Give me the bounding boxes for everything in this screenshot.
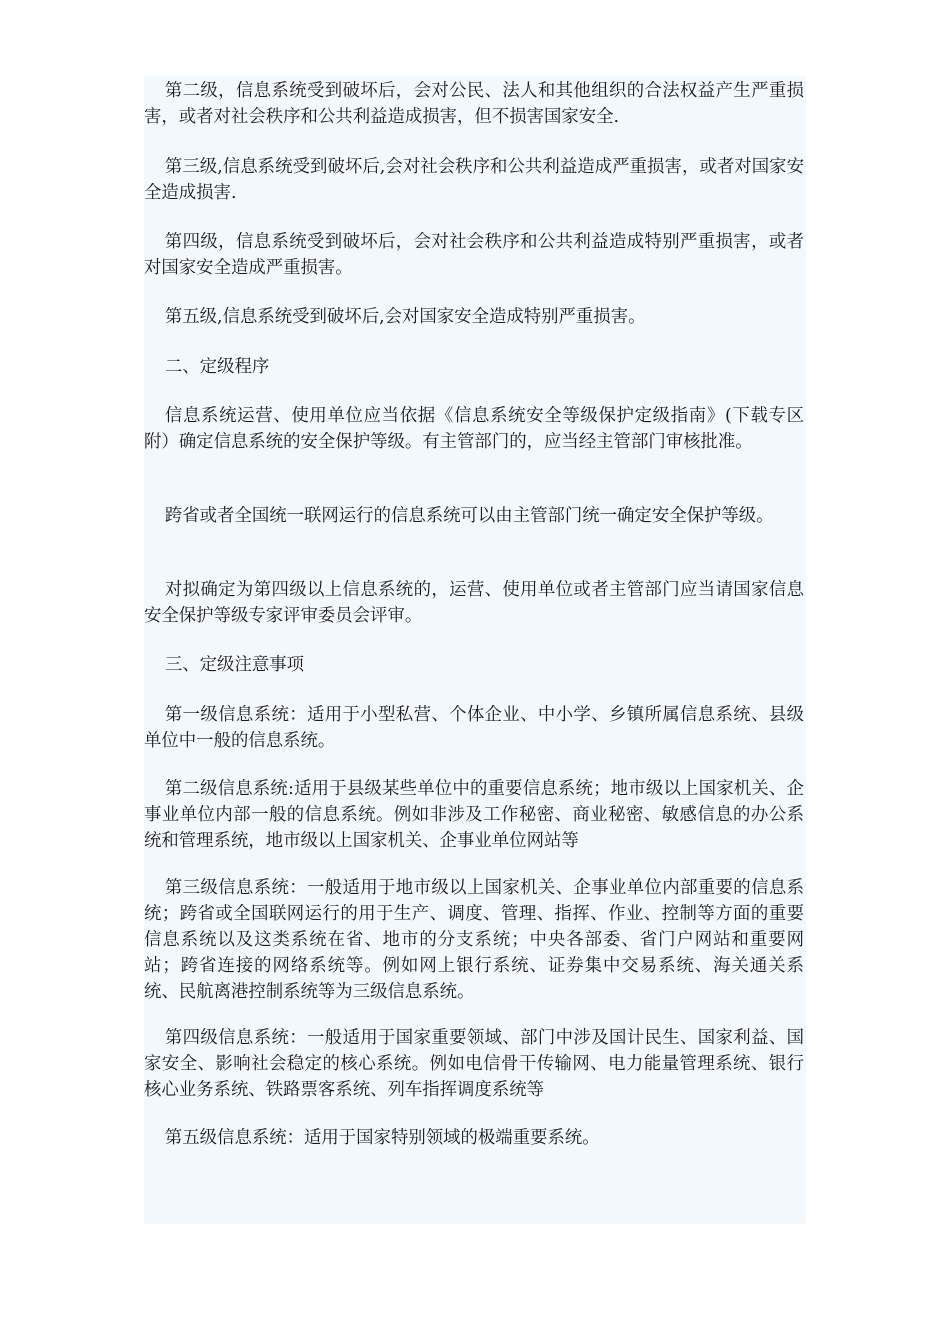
paragraph-level-1-system: 第一级信息系统：适用于小型私营、个体企业、中小学、乡镇所属信息系统、县级单位中一般的信息系统。 [144, 705, 804, 751]
section-heading-grading-notes: 三、定级注意事项 [164, 655, 305, 675]
paragraph-level-3: 第三级,信息系统受到破坏后,会对社会秩序和公共利益造成严重损害，或者对国家安全造成损害. [144, 157, 804, 203]
paragraph-cross-province: 跨省或者全国统一联网运行的信息系统可以由主管部门统一确定安全保护等级。 [164, 506, 774, 526]
paragraph-level-2: 第二级，信息系统受到破坏后，会对公民、法人和其他组织的合法权益产生严重损害，或者对社会秩序和公共利益造成损害，但不损害国家安全. [144, 81, 804, 127]
section-heading-grading-procedure: 二、定级程序 [164, 357, 270, 377]
paragraph-level-3-system: 第三级信息系统：一般适用于地市级以上国家机关、企事业单位内部重要的信息系统；跨省或全国联网运行的用于生产、调度、管理、指挥、作业、控制等方面的重要信息系统以及这类系统在省、地市的分支系统；中央各部委、省门户网站和重要网站；跨省连接的网络系统等。例如网上银行系统、证券集中交易系统、海关通关系统、民航离港控制系统等为三级信息系统。 [144, 878, 804, 1002]
paragraph-level-4-system: 第四级信息系统：一般适用于国家重要领域、部门中涉及国计民生、国家利益、国家安全、影响社会稳定的核心系统。例如电信骨干传输网、电力能量管理系统、银行核心业务系统、铁路票客系统、列车指挥调度系统等 [144, 1028, 804, 1100]
paragraph-level-5-system: 第五级信息系统：适用于国家特别领域的极端重要系统。 [164, 1128, 600, 1148]
paragraph-level-5: 第五级,信息系统受到破坏后,会对国家安全造成特别严重损害。 [164, 307, 646, 327]
document-body [144, 76, 806, 1224]
paragraph-procedure-basis: 信息系统运营、使用单位应当依据《信息系统安全等级保护定级指南》(下载专区附）确定信息系统的安全保护等级。有主管部门的，应当经主管部门审核批准。 [144, 406, 804, 452]
paragraph-level-2-system: 第二级信息系统:适用于县级某些单位中的重要信息系统；地市级以上国家机关、企事业单位内部一般的信息系统。例如非涉及工作秘密、商业秘密、敏感信息的办公系统和管理系统，地市级以上国家机关、企事业单位网站等 [144, 779, 804, 851]
paragraph-level-4: 第四级，信息系统受到破坏后，会对社会秩序和公共利益造成特别严重损害，或者对国家安全造成严重损害。 [144, 232, 804, 278]
paragraph-expert-review: 对拟确定为第四级以上信息系统的，运营、使用单位或者主管部门应当请国家信息安全保护等级专家评审委员会评审。 [144, 580, 804, 626]
